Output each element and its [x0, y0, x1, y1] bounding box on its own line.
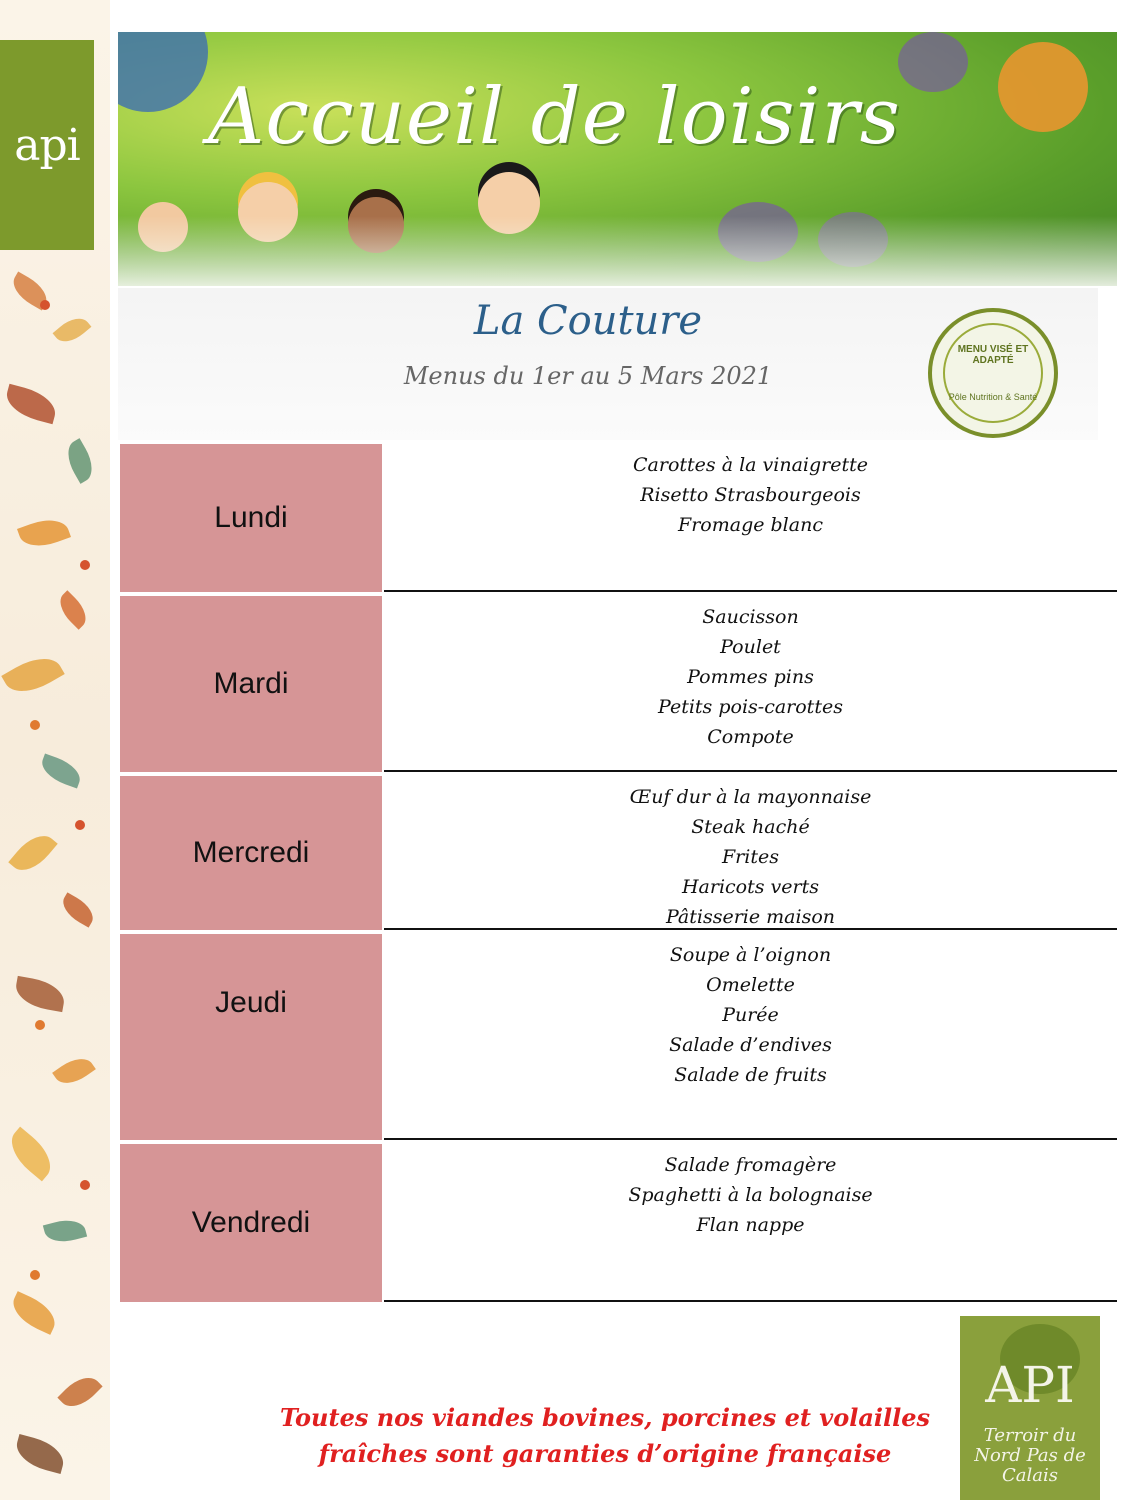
dish-item: Purée — [722, 1004, 779, 1026]
seal-bottom-text: Pôle Nutrition & Santé — [948, 392, 1038, 402]
menu-row-monday — [120, 444, 1117, 592]
dish-item: Salade fromagère — [664, 1154, 837, 1176]
dish-item: Pâtisserie maison — [665, 906, 835, 928]
dish-item: Spaghetti à la bolognaise — [628, 1184, 873, 1206]
dish-item: Omelette — [706, 974, 795, 996]
menu-dates: Menus du 1er au 5 Mars 2021 — [403, 362, 773, 390]
nutrition-seal — [928, 308, 1058, 438]
menu-table — [120, 444, 1117, 1302]
dish-item: Soupe à l’oignon — [669, 944, 832, 966]
dish-item: Haricots verts — [681, 876, 819, 898]
day-label: Mardi — [120, 596, 384, 772]
day-label: Vendredi — [120, 1144, 384, 1302]
dish-item: Salade de fruits — [674, 1064, 827, 1086]
dish-item: Compote — [707, 726, 794, 748]
seal-top-text: MENU VISÉ ET ADAPTÉ — [957, 344, 1029, 366]
dish-item: Risetto Strasbourgeois — [640, 484, 861, 506]
origin-note-line: fraîches sont garanties d’origine française — [318, 1439, 892, 1468]
dish-item: Pommes pins — [687, 666, 814, 688]
day-label: Mercredi — [120, 776, 384, 930]
menu-row-wednesday — [120, 776, 1117, 930]
menu-row-tuesday — [120, 596, 1117, 772]
menu-row-friday — [120, 1144, 1117, 1302]
api-logo-letters: API — [985, 1356, 1075, 1414]
dish-item: Flan nappe — [696, 1214, 805, 1236]
origin-note — [260, 1400, 950, 1472]
header-banner — [118, 32, 1117, 286]
dish-item: Steak haché — [691, 816, 810, 838]
dish-item: Carottes à la vinaigrette — [633, 454, 868, 476]
menu-row-thursday — [120, 934, 1117, 1140]
dish-list — [384, 776, 1117, 930]
dish-item: Salade d’endives — [669, 1034, 832, 1056]
dish-item: Œuf dur à la mayonnaise — [629, 786, 872, 808]
dish-list — [384, 596, 1117, 772]
api-logo-tagline: Terroir du Nord Pas de Calais — [974, 1425, 1086, 1486]
dish-list — [384, 1144, 1117, 1302]
api-logo — [0, 40, 94, 250]
place-title: La Couture — [473, 298, 703, 344]
dish-item: Petits pois-carottes — [658, 696, 843, 718]
dish-item: Saucisson — [702, 606, 799, 628]
origin-note-line: Toutes nos viandes bovines, porcines et volailles — [279, 1403, 931, 1432]
day-label: Jeudi — [120, 934, 384, 1140]
day-label: Lundi — [120, 444, 384, 592]
dish-item: Fromage blanc — [678, 514, 823, 536]
dish-item: Poulet — [720, 636, 781, 658]
api-terroir-logo — [960, 1316, 1100, 1500]
dish-item: Frites — [722, 846, 779, 868]
dish-list — [384, 934, 1117, 1140]
dish-list — [384, 444, 1117, 592]
menu-subheader — [118, 288, 1098, 440]
api-logo-text: api — [14, 119, 80, 171]
banner-title: Accueil de loisirs — [208, 72, 901, 162]
